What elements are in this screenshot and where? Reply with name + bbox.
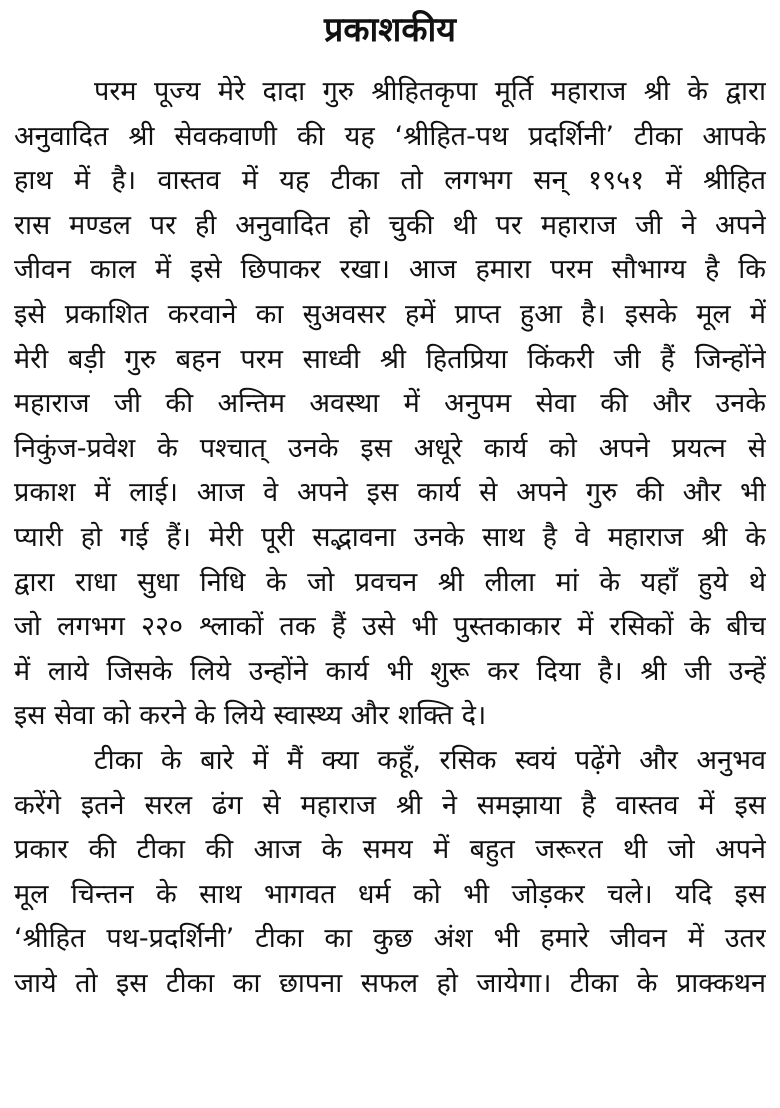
text-line: महाराज जी की अन्तिम अवस्था में अनुपम सेवा की और उनके: [14, 388, 766, 420]
text-line: निकुंज-प्रवेश के पश्चात् उनके इस अधूरे कार्य को अपने प्रयत्न से: [14, 432, 766, 464]
text-line: ‘श्रीहित पथ-प्रदर्शिनी’ टीका का कुछ अंश भी हमारे जीवन में उतर: [14, 923, 766, 955]
page-title: प्रकाशकीय: [323, 10, 457, 50]
text-line: में लाये जिसके लिये उन्होंने कार्य भी शुरू कर दिया है। श्री जी उन्हें: [14, 655, 766, 687]
text-line: हाथ में है। वास्तव में यह टीका तो लगभग सन् १९५१ में श्रीहित: [14, 165, 766, 197]
body-text: [14, 70, 766, 1006]
text-line: मूल चिन्तन के साथ भागवत धर्म को भी जोड़कर चले। यदि इस: [14, 878, 766, 910]
text-line: प्यारी हो गई हैं। मेरी पूरी सद्भावना उनके साथ है वे महाराज श्री के: [14, 521, 766, 553]
text-line: जो लगभग २२० श्लाकों तक हैं उसे भी पुस्तकाकार में रसिकों के बीच: [14, 611, 766, 643]
text-line: प्रकार की टीका की आज के समय में बहुत जरूरत थी जो अपने: [14, 834, 766, 866]
text-line: इसे प्रकाशित करवाने का सुअवसर हमें प्राप्त हुआ है। इसके मूल में: [14, 298, 766, 330]
text-line: टीका के बारे में मैं क्या कहूँ, रसिक स्वयं पढ़ेंगे और अनुभव: [94, 744, 766, 776]
text-line: करेंगे इतने सरल ढंग से महाराज श्री ने समझाया है वास्तव में इस: [14, 789, 766, 821]
text-line: इस सेवा को करने के लिये स्वास्थ्य और शक्ति दे।: [14, 700, 487, 732]
text-line: मेरी बड़ी गुरु बहन परम साध्वी श्री हितप्रिया किंकरी जी हैं जिन्होंने: [14, 343, 766, 375]
text-line: अनुवादित श्री सेवकवाणी की यह ‘श्रीहित-पथ प्रदर्शिनी’ टीका आपके: [14, 120, 766, 152]
text-line: प्रकाश में लाई। आज वे अपने इस कार्य से अपने गुरु की और भी: [14, 477, 766, 509]
text-line: रास मण्डल पर ही अनुवादित हो चुकी थी पर महाराज जी ने अपने: [14, 209, 766, 241]
text-line: परम पूज्य मेरे दादा गुरु श्रीहितकृपा मूर्ति महाराज श्री के द्वारा: [94, 76, 766, 107]
text-line: द्वारा राधा सुधा निधि के जो प्रवचन श्री लीला मां के यहाँ हुये थे: [14, 566, 766, 598]
text-line: जीवन काल में इसे छिपाकर रखा। आज हमारा परम सौभाग्य है कि: [14, 254, 766, 286]
text-line: जाये तो इस टीका का छापना सफल हो जायेगा। टीका के प्राक्कथन: [14, 967, 766, 999]
